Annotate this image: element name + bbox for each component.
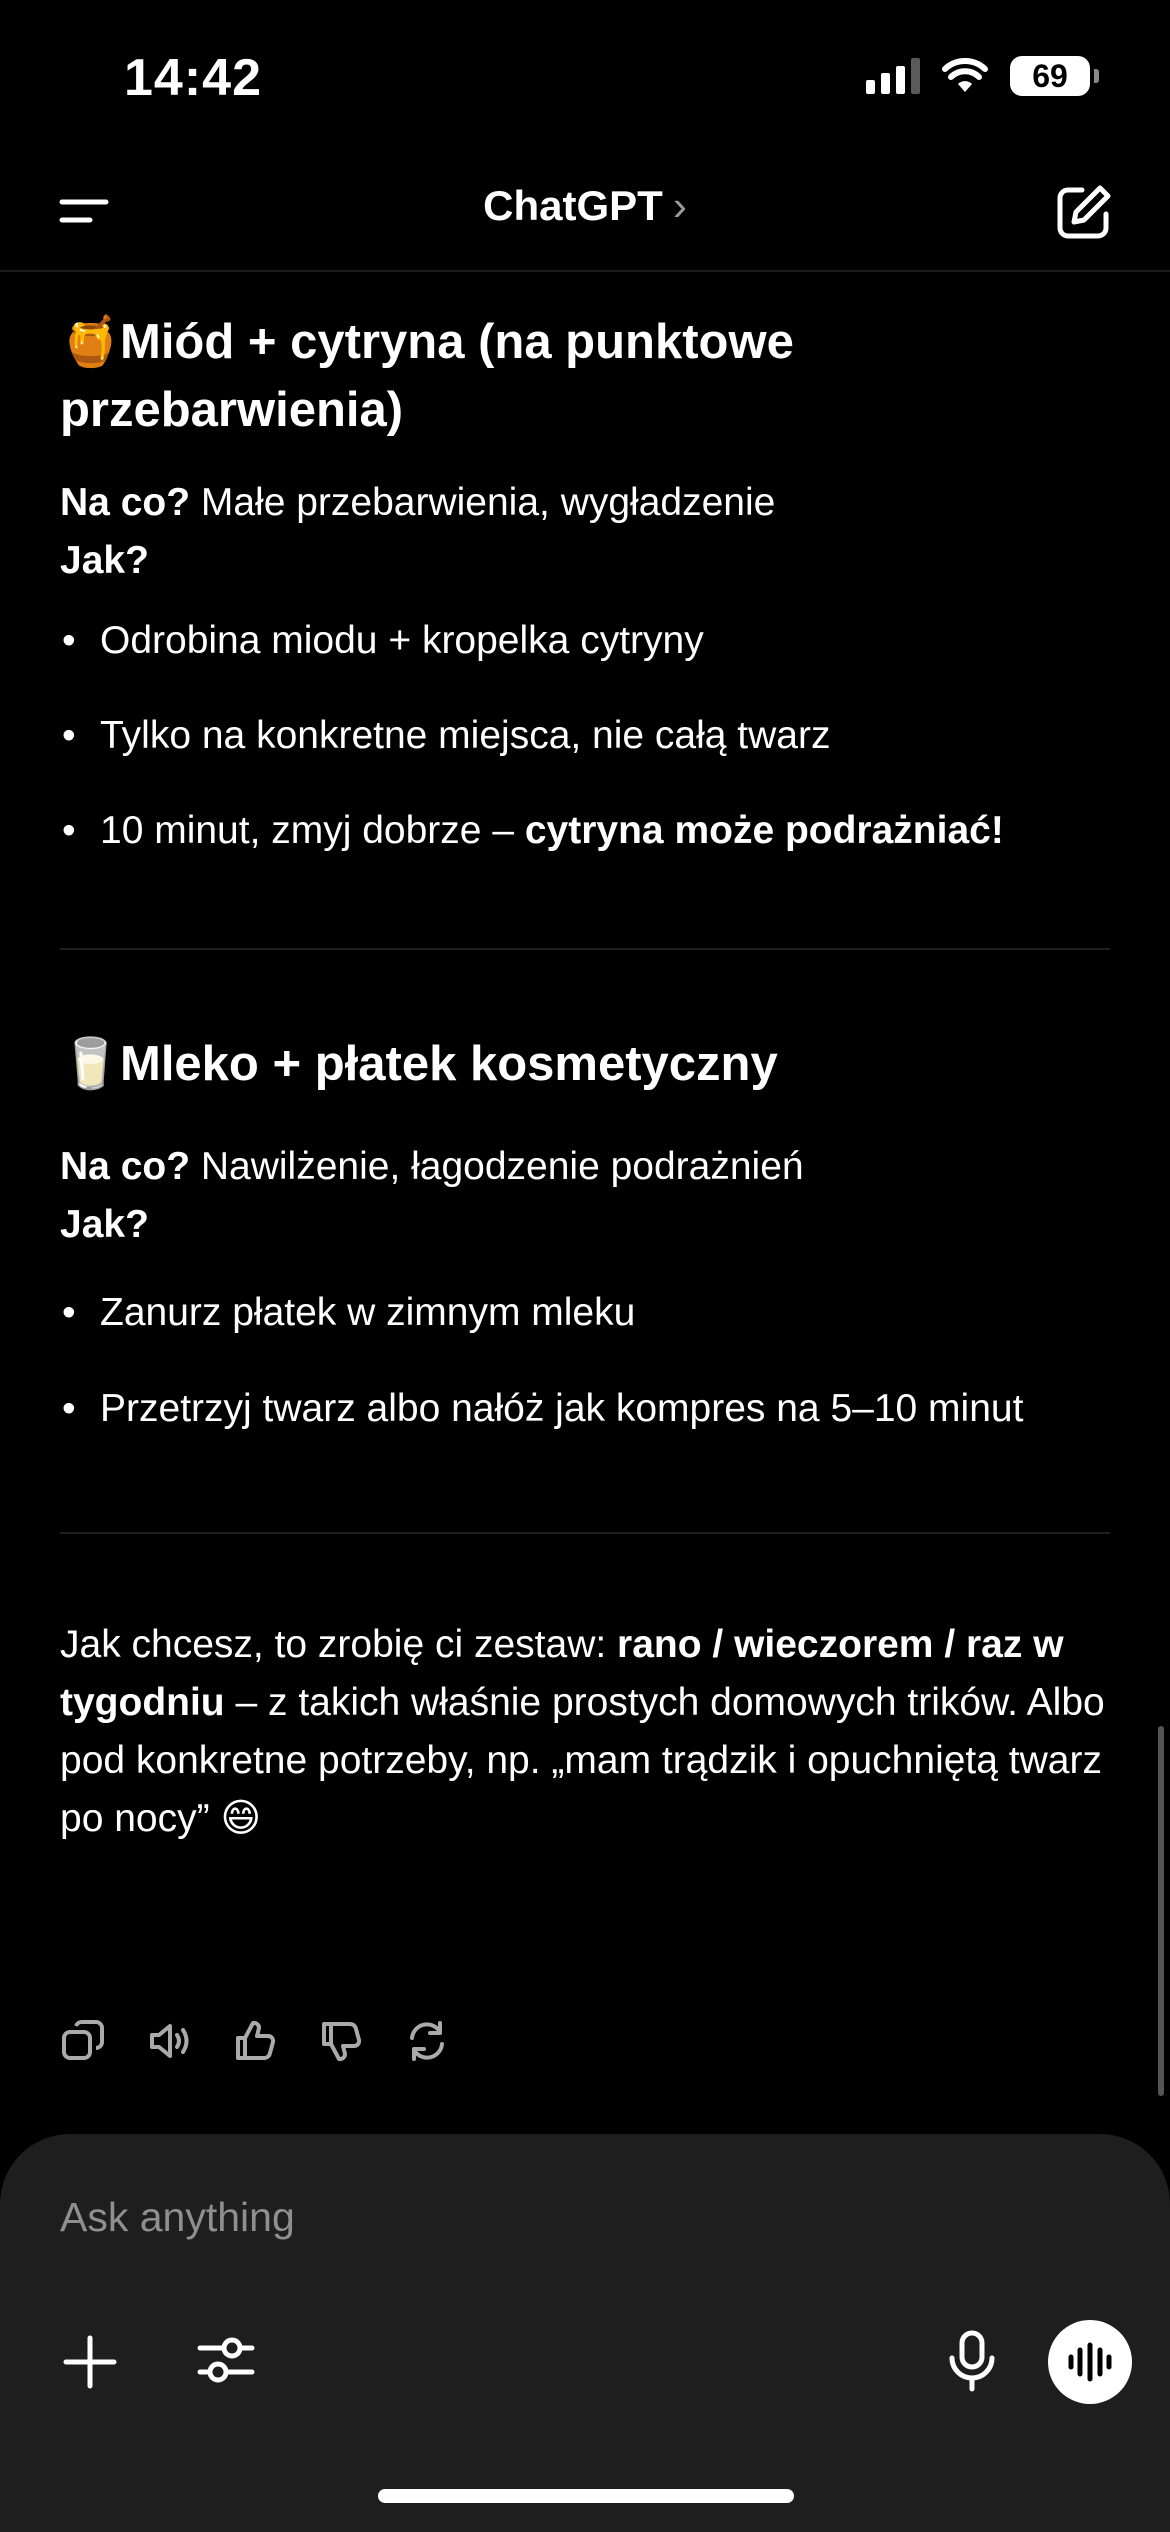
na-co-label: Na co? xyxy=(60,1145,191,1188)
jak-label: Jak? xyxy=(60,539,149,582)
new-chat-icon[interactable] xyxy=(1054,182,1114,242)
closing-text-2: – z takich właśnie prostych domowych trików. Albo pod konkretne potrzeby, np. „mam trądzik i opuchniętą twarz po nocy” 😄 xyxy=(60,1681,1105,1840)
bullet-list xyxy=(60,1284,1110,1438)
list-item: • Przetrzyj twarz albo nałóż jak kompres na 5–10 minut xyxy=(60,1380,1060,1438)
list-item: • Zanurz płatek w zimnym mleku xyxy=(60,1284,1110,1342)
message-actions xyxy=(60,2018,450,2064)
na-co-text: Nawilżenie, łagodzenie podrażnień xyxy=(190,1145,804,1188)
voice-wave-icon xyxy=(1065,2342,1115,2382)
speaker-icon[interactable] xyxy=(146,2018,192,2064)
jak-label: Jak? xyxy=(60,1203,149,1246)
status-bar xyxy=(0,0,1170,150)
closing-bold: rano / wieczorem / raz w tygodniu xyxy=(60,1623,1064,1724)
status-icons xyxy=(866,56,1090,96)
home-indicator[interactable] xyxy=(378,2489,794,2503)
bullet-list xyxy=(60,612,1110,860)
composer xyxy=(0,2134,1170,2532)
sliders-icon[interactable] xyxy=(196,2330,256,2390)
list-item: • Tylko na konkretne miejsca, nie całą twarz xyxy=(60,707,1110,765)
list-item: • Odrobina miodu + kropelka cytryny xyxy=(60,612,1110,670)
battery-icon xyxy=(1010,56,1090,96)
na-co-label: Na co? xyxy=(60,481,191,524)
refresh-icon[interactable] xyxy=(404,2018,450,2064)
battery-level: 69 xyxy=(1032,57,1068,94)
status-time: 14:42 xyxy=(124,49,262,107)
divider xyxy=(60,948,1110,950)
plus-icon[interactable] xyxy=(62,2334,118,2390)
nav-title-label: ChatGPT xyxy=(483,182,663,229)
heading-line2: przebarwienia) xyxy=(60,383,404,437)
wifi-icon xyxy=(942,58,988,94)
closing-text: Jak chcesz, to zrobię ci zestaw: xyxy=(60,1623,618,1666)
list-item xyxy=(60,802,1110,860)
scrollbar[interactable] xyxy=(1158,1726,1164,2096)
divider xyxy=(60,1532,1110,1534)
section-heading xyxy=(60,1030,1110,1098)
closing-paragraph xyxy=(60,1616,1110,1848)
list-item-bold: cytryna może podrażniać! xyxy=(524,809,1004,852)
nav-bar xyxy=(0,150,1170,272)
thumbs-up-icon[interactable] xyxy=(232,2018,278,2064)
thumbs-down-icon[interactable] xyxy=(318,2018,364,2064)
mic-icon[interactable] xyxy=(946,2330,998,2392)
heading-text: Mleko + płatek kosmetyczny xyxy=(120,1037,778,1091)
section-heading xyxy=(60,308,1110,444)
na-co-text: Małe przebarwienia, wygładzenie xyxy=(190,481,776,524)
signal-icon xyxy=(866,58,920,94)
list-item-text: 10 minut, zmyj dobrze – xyxy=(100,809,525,852)
message-input[interactable]: Ask anything xyxy=(60,2194,295,2240)
voice-mode-button[interactable] xyxy=(1048,2320,1132,2404)
heading-line1: Miód + cytryna (na punktowe xyxy=(120,315,794,369)
chevron-right-icon: › xyxy=(672,182,687,229)
na-co-line xyxy=(60,1138,1110,1196)
copy-icon[interactable] xyxy=(60,2018,106,2064)
na-co-line xyxy=(60,474,1110,532)
milk-icon: 🥛 xyxy=(60,1037,122,1091)
honey-icon: 🍯 xyxy=(60,315,122,369)
model-selector[interactable] xyxy=(0,182,1170,230)
assistant-message xyxy=(60,272,1110,1848)
